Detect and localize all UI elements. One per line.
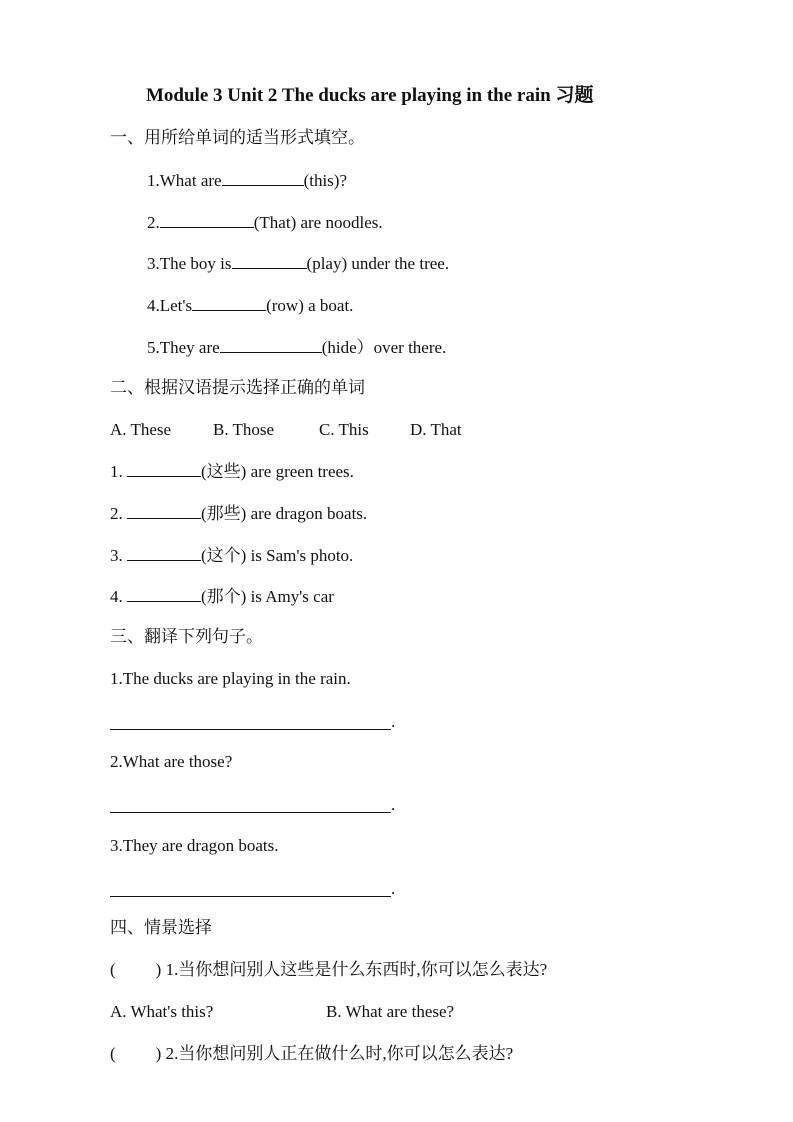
fill-blank[interactable] xyxy=(127,503,201,519)
s4-question-1 xyxy=(110,960,547,980)
s1-item-5-text: 5.They are xyxy=(147,338,220,357)
s2-item-2 xyxy=(110,503,367,524)
s2-item-1-number: 1. xyxy=(110,462,127,481)
section4-heading: 四、情景选择 xyxy=(110,918,212,937)
option-d: D. That xyxy=(410,420,462,439)
s2-item-3 xyxy=(110,545,353,566)
s1-item-3-text: 3.The boy is xyxy=(147,254,232,273)
s2-item-4 xyxy=(110,586,334,607)
s3-answer-period-3: . xyxy=(391,879,396,898)
s2-options xyxy=(110,420,462,440)
answer-paren-close: ) xyxy=(155,1044,162,1063)
s2-item-1 xyxy=(110,461,354,482)
s3-answer-line-3[interactable] xyxy=(110,896,391,897)
section3-heading: 三、翻译下列句子。 xyxy=(110,627,263,646)
s4-option-b: B. What are these? xyxy=(326,1002,455,1021)
s1-item-2 xyxy=(147,212,383,233)
s4-question-2-text: 2.当你想问别人正在做什么时,你可以怎么表达? xyxy=(165,1044,514,1063)
s1-item-1-hint: (this)? xyxy=(303,171,348,190)
option-b: B. Those xyxy=(213,420,275,439)
s3-answer-period-1: . xyxy=(391,712,396,731)
section1-heading: 一、用所给单词的适当形式填空。 xyxy=(110,128,365,147)
s2-item-1-text: (这些) are green trees. xyxy=(201,462,354,481)
s4-question-2 xyxy=(110,1044,513,1064)
s3-answer-line-1[interactable] xyxy=(110,729,391,730)
s3-sentence-2: 2.What are those? xyxy=(110,752,233,771)
s4-options-1 xyxy=(110,1002,454,1022)
s1-item-5 xyxy=(147,337,446,358)
s4-option-a: A. What's this? xyxy=(110,1002,214,1021)
s1-item-4-text: 4.Let's xyxy=(147,296,193,315)
fill-blank[interactable] xyxy=(127,586,201,602)
s4-question-1-text: 1.当你想问别人这些是什么东西时,你可以怎么表达? xyxy=(165,960,548,979)
s1-item-4-hint: (row) a boat. xyxy=(266,296,354,315)
worksheet-title: Module 3 Unit 2 The ducks are playing in the rain 习题 xyxy=(146,85,594,106)
s2-item-3-text: (这个) is Sam's photo. xyxy=(201,546,354,565)
s1-item-3 xyxy=(147,253,449,274)
answer-paren-close: ) xyxy=(155,960,162,979)
s3-sentence-1: 1.The ducks are playing in the rain. xyxy=(110,669,351,688)
fill-blank[interactable] xyxy=(220,337,322,353)
s1-item-2-text: 2. xyxy=(147,213,160,232)
s3-answer-line-2[interactable] xyxy=(110,812,391,813)
s1-item-2-hint: (That) are noodles. xyxy=(253,213,383,232)
answer-paren-open: ( xyxy=(110,960,116,979)
s1-item-1-text: 1.What are xyxy=(147,171,222,190)
s1-item-5-hint: (hide）over there. xyxy=(321,338,447,357)
fill-blank[interactable] xyxy=(160,212,254,228)
s1-item-4 xyxy=(147,295,353,316)
fill-blank[interactable] xyxy=(232,253,307,269)
s2-item-2-text: (那些) are dragon boats. xyxy=(201,504,368,523)
s1-item-3-hint: (play) under the tree. xyxy=(306,254,450,273)
s2-item-3-number: 3. xyxy=(110,546,127,565)
s2-item-2-number: 2. xyxy=(110,504,127,523)
option-c: C. This xyxy=(319,420,369,439)
s3-sentence-3: 3.They are dragon boats. xyxy=(110,836,279,855)
s1-item-1 xyxy=(147,170,347,191)
fill-blank[interactable] xyxy=(127,545,201,561)
section2-heading: 二、根据汉语提示选择正确的单词 xyxy=(110,378,365,397)
fill-blank[interactable] xyxy=(192,295,266,311)
fill-blank[interactable] xyxy=(222,170,304,186)
s3-answer-period-2: . xyxy=(391,795,396,814)
s2-item-4-text: (那个) is Amy's car xyxy=(201,587,334,606)
option-a: A. These xyxy=(110,420,172,439)
answer-paren-open: ( xyxy=(110,1044,116,1063)
fill-blank[interactable] xyxy=(127,461,201,477)
s2-item-4-number: 4. xyxy=(110,587,127,606)
